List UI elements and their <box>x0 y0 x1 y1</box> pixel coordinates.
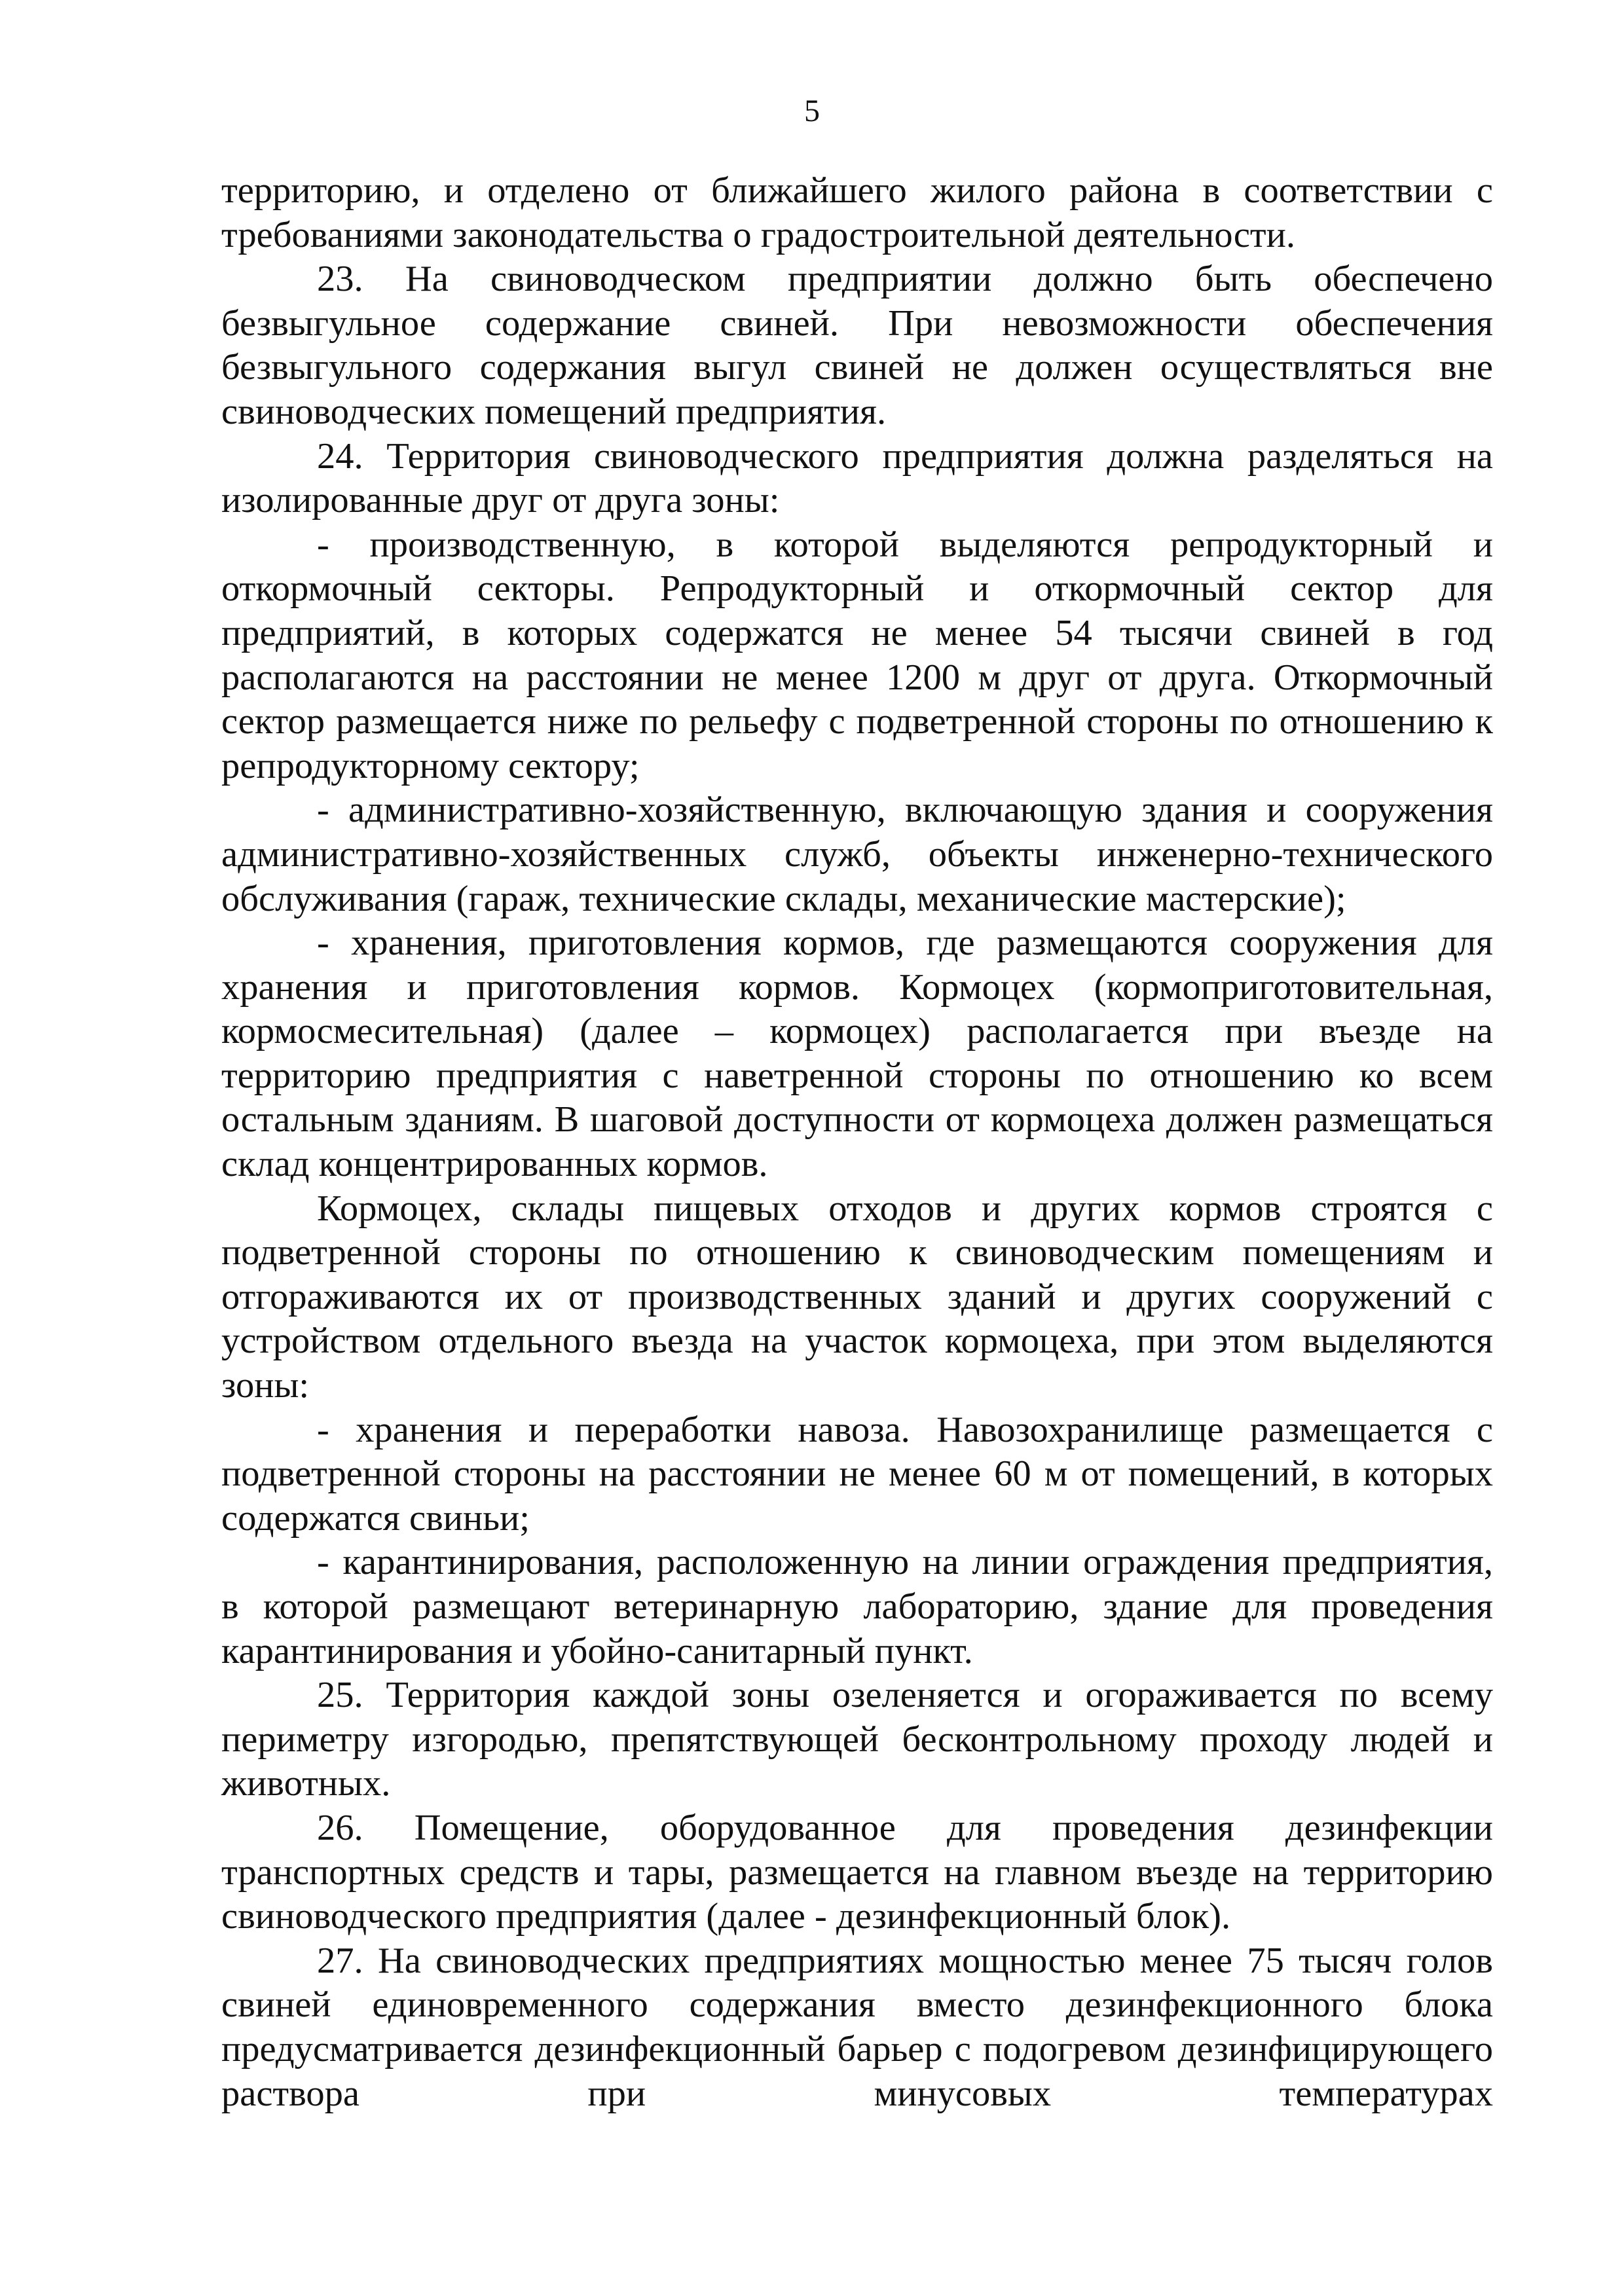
list-item-administrative-zone: - административно-хозяйственную, включающую здания и сооружения административно-хозяйственных служб, объекты инженерно-технического обслуживания (гараж, технические склады, механические мастерские); <box>221 790 1493 919</box>
paragraph-feed-mill: Кормоцех, склады пищевых отходов и других кормов строятся с подветренной стороны по отношению к свиноводческим помещениям и отгораживаются их от производственных зданий и других сооружений с устройством отдельного въезда на участок кормоцеха, при этом выделяются зоны: <box>221 1188 1493 1406</box>
paragraph-25: 25. Территория каждой зоны озеленяется и огораживается по всему периметру изгородью, препятствующей бесконтрольному проходу людей и животных. <box>221 1675 1493 1804</box>
paragraph-26: 26. Помещение, оборудованное для проведения дезинфекции транспортных средств и тары, размещается на главном въезде на территорию свиноводческого предприятия (далее - дезинфекционный блок). <box>221 1807 1493 1937</box>
list-item-quarantine-zone: - карантинирования, расположенную на линии ограждения предприятия, в которой размещают ветеринарную лабораторию, здание для проведения карантинирования и убойно-санитарный пункт. <box>221 1542 1493 1671</box>
list-item-production-zone: - производственную, в которой выделяются репродукторный и откормочный секторы. Репродукторный и откормочный сектор для предприятий, в которых содержатся не менее 54 тысячи свиней в год располагаются на расстоянии не менее 1200 м друг от друга. Откормочный сектор размещается ниже по рельефу с подветренной стороны по отношению к репродукторному сектору; <box>221 524 1493 786</box>
paragraph-continuation: территорию, и отделено от ближайшего жилого района в соответствии с требованиями законодательства о градостроительной деятельности. <box>221 170 1493 255</box>
document-body <box>221 169 1493 2116</box>
paragraph-27: 27. На свиноводческих предприятиях мощностью менее 75 тысяч голов свиней единовременного содержания вместо дезинфекционного блока предусматривается дезинфекционный барьер с подогревом дезинфицирующего раствора при минусовых температурах <box>221 1940 1493 2114</box>
list-item-feed-zone: - хранения, приготовления кормов, где размещаются сооружения для хранения и приготовления кормов. Кормоцех (кормоприготовительная, кормосмесительная) (далее – кормоцех) располагается при въезде на территорию предприятия с наветренной стороны по отношению ко всем остальным зданиям. В шаговой доступности от кормоцеха должен размещаться склад концентрированных кормов. <box>221 922 1493 1185</box>
paragraph-23: 23. На свиноводческом предприятии должно быть обеспечено безвыгульное содержание свиней. При невозможности обеспечения безвыгульного содержания выгул свиней не должен осуществляться вне свиноводческих помещений предприятия. <box>221 259 1493 432</box>
list-item-manure-zone: - хранения и переработки навоза. Навозохранилище размещается с подветренной стороны на расстоянии не менее 60 м от помещений, в которых содержатся свиньи; <box>221 1409 1493 1539</box>
paragraph-24: 24. Территория свиноводческого предприятия должна разделяться на изолированные друг от друга зоны: <box>221 435 1493 521</box>
page-number: 5 <box>804 94 820 128</box>
